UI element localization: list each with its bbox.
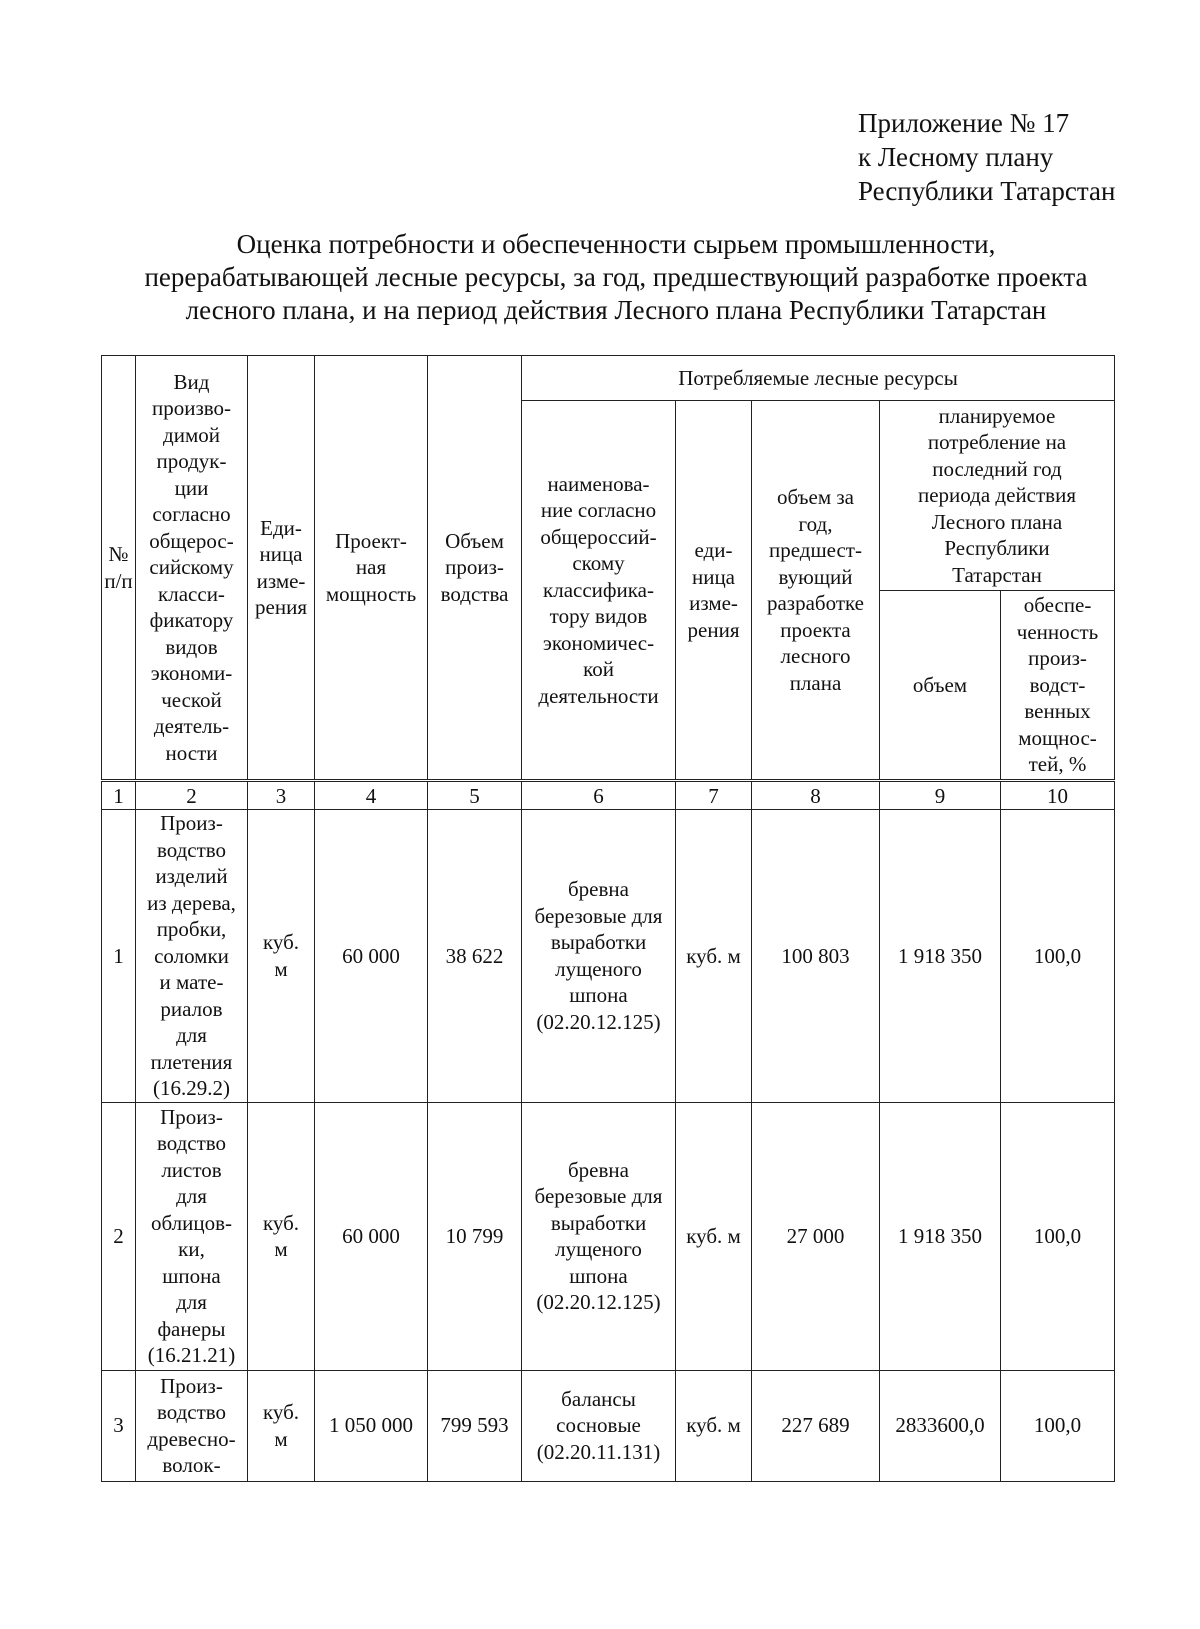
cell-line: (02.20.12.125)	[536, 1290, 661, 1314]
cell-line: Еди-	[260, 515, 302, 540]
cell-line: фикатору	[149, 608, 234, 633]
cell-line: плетения	[150, 1049, 233, 1074]
row-prev-volume: 227 689	[752, 1370, 880, 1481]
header-product-type	[136, 356, 248, 781]
cell-line: п/п	[104, 568, 133, 593]
cell-line: общерос-	[149, 528, 234, 553]
cell-line: венных	[1024, 699, 1091, 724]
appendix-line: Республики Татарстан	[858, 176, 1116, 206]
column-number: 1	[102, 781, 136, 810]
cell-line: для	[176, 1184, 207, 1208]
cell-line: березовые для	[534, 903, 663, 928]
cell-line: ческой	[161, 687, 222, 712]
cell-line: деятельности	[538, 683, 659, 708]
cell-line: куб.	[262, 1400, 300, 1424]
row-capacity: 1 050 000	[315, 1370, 428, 1481]
row-unit	[248, 1370, 315, 1481]
cell-line: произво-	[151, 396, 232, 421]
cell-line: бревна	[568, 877, 629, 902]
row-planned-volume: 1 918 350	[880, 810, 1001, 1103]
cell-line: Вид	[173, 369, 210, 394]
cell-line: из дерева,	[147, 890, 236, 915]
header-planned-volume: объем	[880, 591, 1001, 781]
cell-line: сосновые	[556, 1413, 641, 1438]
header-num	[102, 356, 136, 781]
cell-line: листов	[161, 1157, 222, 1182]
cell-line: лущеного	[555, 956, 642, 981]
row-resource-unit: куб. м	[676, 1102, 752, 1370]
column-number: 6	[522, 781, 676, 810]
cell-line: Лесного плана	[931, 509, 1063, 534]
row-supply: 100,0	[1001, 810, 1115, 1103]
cell-line: изделий	[155, 864, 228, 888]
cell-line: (02.20.12.125)	[536, 1009, 661, 1034]
column-number-row	[102, 781, 1115, 810]
cell-line: куб.	[262, 1210, 300, 1235]
header-resource-name	[522, 401, 676, 781]
cell-line: соломки	[154, 943, 229, 968]
cell-line: общероссий-	[540, 524, 657, 549]
cell-line: Объем	[445, 528, 504, 553]
cell-line: потребление на	[927, 430, 1067, 455]
cell-line: год,	[798, 511, 833, 536]
row-resource	[522, 810, 676, 1103]
cell-line: Произ-	[160, 811, 223, 835]
cell-line: водство	[156, 1131, 227, 1155]
cell-line: выработки	[550, 1210, 647, 1235]
appendix-line: Приложение № 17	[858, 108, 1070, 138]
cell-line: водство	[156, 837, 227, 862]
row-planned-volume: 1 918 350	[880, 1102, 1001, 1370]
header-production-volume	[428, 356, 522, 781]
column-number: 7	[676, 781, 752, 810]
cell-line: пробки,	[156, 917, 227, 941]
cell-line: тору видов	[549, 604, 648, 629]
cell-line: разработке	[766, 591, 865, 615]
cell-line: мощнос-	[1018, 725, 1097, 750]
resources-table	[101, 355, 1115, 1482]
cell-line: Проект-	[335, 528, 407, 553]
row-product	[136, 1370, 248, 1481]
row-num: 3	[102, 1370, 136, 1481]
cell-line: произ-	[445, 555, 504, 580]
cell-line: класси-	[158, 581, 225, 606]
appendix-line: к Лесному плану	[858, 142, 1054, 172]
row-product	[136, 1102, 248, 1370]
column-number: 9	[880, 781, 1001, 810]
column-number: 2	[136, 781, 248, 810]
cell-line: лесного	[780, 644, 851, 668]
cell-line: периода действия	[917, 483, 1076, 508]
cell-line: м	[274, 1426, 288, 1451]
header-consumed-resources: Потребляемые лесные ресурсы	[522, 356, 1115, 401]
cell-line: кой	[583, 657, 614, 682]
table-row	[102, 1370, 1115, 1481]
cell-line: обеспе-	[1023, 593, 1092, 618]
row-unit	[248, 810, 315, 1103]
cell-line: фанеры	[157, 1316, 226, 1341]
cell-line: древесно-	[147, 1426, 236, 1451]
row-volume: 10 799	[428, 1102, 522, 1370]
row-supply: 100,0	[1001, 1370, 1115, 1481]
cell-line: для	[176, 1023, 207, 1047]
cell-line: экономичес-	[542, 630, 655, 655]
cell-line: (16.29.2)	[153, 1076, 230, 1100]
row-product	[136, 810, 248, 1103]
cell-line: произ-	[1028, 646, 1087, 671]
cell-line: березовые для	[534, 1184, 663, 1208]
cell-line: димой	[163, 422, 220, 447]
column-number: 4	[315, 781, 428, 810]
column-number: 10	[1001, 781, 1115, 810]
cell-line: объем за	[777, 485, 854, 509]
cell-line: изме-	[256, 568, 306, 593]
cell-line: бревна	[568, 1157, 629, 1182]
cell-line: шпона	[162, 1263, 221, 1288]
row-num: 1	[102, 810, 136, 1103]
title-line: перерабатывающей лесные ресурсы, за год, предшествующий разработке проекта	[144, 262, 1088, 292]
cell-line: Татарстан	[952, 562, 1042, 587]
cell-line: м	[274, 1237, 288, 1261]
cell-line: шпона	[569, 1263, 628, 1288]
cell-line: наименова-	[547, 471, 650, 496]
cell-line: для	[176, 1290, 207, 1314]
cell-line: ная	[355, 555, 387, 580]
column-number: 3	[248, 781, 315, 810]
cell-line: и мате-	[159, 970, 224, 994]
cell-line: ности	[165, 740, 218, 765]
table-row	[102, 810, 1115, 1103]
row-prev-volume: 27 000	[752, 1102, 880, 1370]
row-resource-unit: куб. м	[676, 810, 752, 1103]
cell-line: сийскому	[149, 555, 234, 580]
column-number: 5	[428, 781, 522, 810]
header-unit	[248, 356, 315, 781]
cell-line: Республики	[944, 536, 1050, 561]
header-resource-unit	[676, 401, 752, 781]
cell-line: тей, %	[1028, 752, 1087, 777]
cell-line: ница	[691, 564, 736, 589]
cell-line: риалов	[160, 996, 223, 1021]
row-resource	[522, 1370, 676, 1481]
title-line: Оценка потребности и обеспеченности сырьем промышленности,	[236, 229, 996, 259]
row-volume: 38 622	[428, 810, 522, 1103]
title-line: лесного плана, и на период действия Лесного плана Республики Татарстан	[185, 295, 1047, 325]
cell-line: волок-	[162, 1453, 221, 1477]
cell-line: облицов-	[150, 1210, 233, 1235]
cell-line: водст-	[1029, 672, 1086, 697]
header-design-capacity	[315, 356, 428, 781]
cell-line: еди-	[694, 538, 733, 562]
cell-line: №	[108, 542, 129, 566]
cell-line: ница	[259, 542, 303, 566]
cell-line: выработки	[550, 930, 647, 955]
cell-line: ции	[174, 475, 209, 500]
cell-line: рения	[687, 617, 740, 642]
cell-line: согласно	[152, 502, 231, 527]
cell-line: лущеного	[555, 1237, 642, 1261]
cell-line: куб.	[262, 930, 300, 955]
cell-line: видов	[165, 634, 218, 659]
row-capacity: 60 000	[315, 1102, 428, 1370]
column-number: 8	[752, 781, 880, 810]
cell-line: планируемое	[938, 403, 1056, 428]
cell-line: вующий	[778, 564, 853, 589]
header-prev-year-volume	[752, 401, 880, 781]
header-capacity-supply	[1001, 591, 1115, 781]
cell-line: Произ-	[160, 1373, 223, 1398]
cell-line: проекта	[780, 617, 851, 642]
cell-line: продук-	[156, 449, 227, 474]
appendix-note	[858, 106, 1115, 208]
cell-line: ки,	[178, 1237, 205, 1261]
header-planned-consumption	[880, 401, 1115, 591]
row-prev-volume: 100 803	[752, 810, 880, 1103]
cell-line: экономи-	[150, 661, 233, 686]
cell-line: водство	[156, 1400, 227, 1424]
row-volume: 799 593	[428, 1370, 522, 1481]
row-num: 2	[102, 1102, 136, 1370]
cell-line: (16.21.21)	[147, 1343, 236, 1367]
cell-line: ние согласно	[540, 498, 657, 523]
cell-line: классифика-	[543, 577, 654, 602]
cell-line: деятель-	[153, 714, 230, 739]
cell-line: (02.20.11.131)	[536, 1439, 661, 1464]
cell-line: Произ-	[160, 1104, 223, 1129]
cell-line: скому	[572, 551, 625, 576]
row-planned-volume: 2833600,0	[880, 1370, 1001, 1481]
cell-line: балансы	[561, 1386, 636, 1411]
row-supply: 100,0	[1001, 1102, 1115, 1370]
cell-line: водства	[440, 581, 509, 606]
cell-line: шпона	[569, 983, 628, 1008]
cell-line: м	[274, 956, 288, 981]
row-resource	[522, 1102, 676, 1370]
row-unit	[248, 1102, 315, 1370]
cell-line: изме-	[689, 591, 738, 615]
table-row	[102, 1102, 1115, 1370]
cell-line: ченность	[1016, 619, 1099, 644]
document-title	[60, 228, 1172, 327]
cell-line: плана	[789, 670, 842, 695]
row-capacity: 60 000	[315, 810, 428, 1103]
cell-line: мощность	[325, 581, 417, 606]
row-resource-unit: куб. м	[676, 1370, 752, 1481]
cell-line: последний год	[932, 456, 1062, 481]
cell-line: рения	[255, 595, 307, 619]
cell-line: предшест-	[769, 538, 862, 562]
